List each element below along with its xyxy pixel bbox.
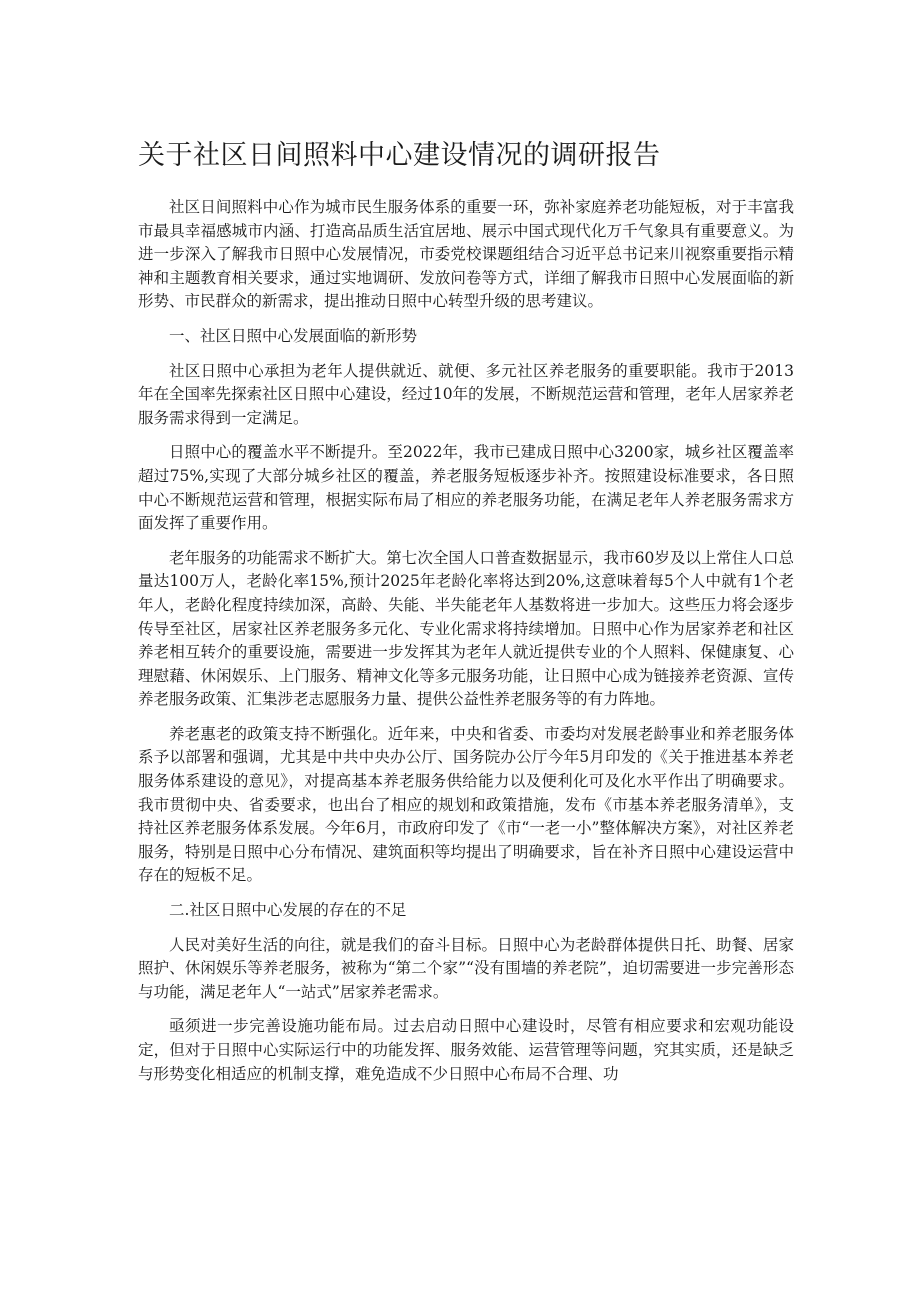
body-paragraph: 社区日照中心承担为老年人提供就近、就便、多元社区养老服务的重要职能。我市于2013年在全国率先探索社区日照中心建设，经过10年的发展，不断规范运营和管理，老年人居家养老服务需求得到一定满足。 (138, 361, 794, 427)
intro-paragraph: 社区日间照料中心作为城市民生服务体系的重要一环，弥补家庭养老功能短板，对于丰富我市最具幸福感城市内涵、打造高品质生活宜居地、展示中国式现代化万千气象具有重要意义。为进一步深入了解我市日照中心发展情况，市委党校课题组结合习近平总书记来川视察重要指示精神和主题教育相关要求，通过实地调研、发放问卷等方式，详细了解我市日照中心发展面临的新形势、市民群众的新需求，提出推动日照中心转型升级的思考建议。 (138, 198, 794, 311)
document-title: 关于社区日间照料中心建设情况的调研报告 (138, 140, 661, 171)
body-paragraph: 亟须进一步完善设施功能布局。过去启动日照中心建设时，尽管有相应要求和宏观功能设定，但对于日照中心实际运行中的功能发挥、服务效能、运营管理等问题，究其实质，还是缺乏与形势变化相适应的机制支撑，难免造成不少日照中心布局不合理、功 (138, 1017, 794, 1083)
section-heading-2: 二.社区日照中心发展的存在的不足 (169, 901, 407, 920)
document-page (138, 128, 794, 1097)
body-paragraph: 养老惠老的政策支持不断强化。近年来，中央和省委、市委均对发展老龄事业和养老服务体系予以部署和强调，尤其是中共中央办公厅、国务院办公厅今年5月印发的《关于推进基本养老服务体系建设的意见》，对提高基本养老服务供给能力以及便利化可及化水平作出了明确要求。我市贯彻中央、省委要求，也出台了相应的规划和政策措施，发布《市基本养老服务清单》，支持社区养老服务体系发展。今年6月，市政府印发了《市“一老一小”整体解决方案》，对社区养老服务，特别是日照中心分布情况、建筑面积等均提出了明确要求，旨在补齐日照中心建设运营中存在的短板不足。 (138, 724, 794, 885)
section-heading-1: 一、社区日照中心发展面临的新形势 (169, 326, 418, 345)
body-paragraph: 日照中心的覆盖水平不断提升。至2022年，我市已建成日照中心3200家，城乡社区覆盖率超过75%,实现了大部分城乡社区的覆盖，养老服务短板逐步补齐。按照建设标准要求，各日照中心不断规范运营和管理，根据实际布局了相应的养老服务功能，在满足老年人养老服务需求方面发挥了重要作用。 (138, 443, 794, 533)
body-paragraph: 老年服务的功能需求不断扩大。第七次全国人口普查数据显示，我市60岁及以上常住人口总量达100万人，老龄化率15%,预计2025年老龄化率将达到20%,这意味着每5个人中就有1个老年人，老龄化程度持续加深，高龄、失能、半失能老年人基数将进一步加大。这些压力将会逐步传导至社区，居家社区养老服务多元化、专业化需求将持续增加。日照中心作为居家养老和社区养老相互转介的重要设施，需要进一步发挥其为老年人就近提供专业的个人照料、保健康复、心理慰藉、休闲娱乐、上门服务、精神文化等多元服务功能，让日照中心成为链接养老资源、宣传养老服务政策、汇集涉老志愿服务力量、提供公益性养老服务等的有力阵地。 (138, 548, 794, 709)
body-paragraph: 人民对美好生活的向往，就是我们的奋斗目标。日照中心为老龄群体提供日托、助餐、居家照护、休闲娱乐等养老服务，被称为“第二个家”“没有围墙的养老院”，迫切需要进一步完善形态与功能，满足老年人“一站式”居家养老需求。 (138, 935, 794, 1001)
